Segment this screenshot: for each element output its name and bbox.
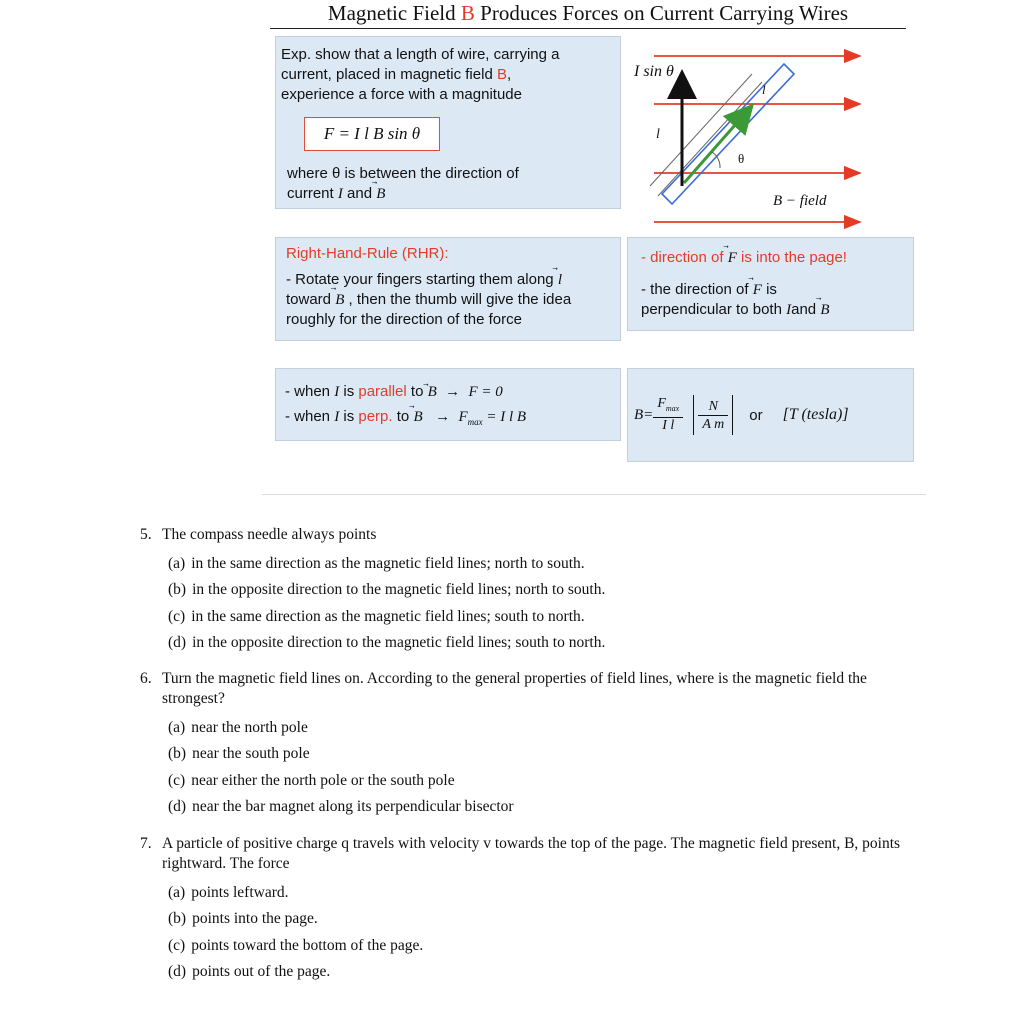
option-7b[interactable]: (b) points into the page. xyxy=(168,910,318,928)
option-7d[interactable]: (d) points out of the page. xyxy=(168,962,331,980)
wire-outline-line xyxy=(650,74,752,186)
rhr-text: Right-Hand-Rule (RHR): - Rotate your fingers starting them along l toward B , then the thumb will give the idea roughly for the direction of the force xyxy=(286,245,572,328)
option-6a[interactable]: (a) near the north pole xyxy=(168,719,308,736)
question-6: 6. Turn the magnetic field lines on. According to the general properties of field lines, where is the magnetic field the strongest? (a) near the north pole (b) near the south pole (c) near either the north pole or the south pole (d) near the bar magnet along its perpendicular bisector xyxy=(140,669,920,820)
where-text: where θ is between the direction of current I and B xyxy=(287,165,519,202)
option-6b[interactable]: (b) near the south pole xyxy=(168,745,310,763)
slide-title: Magnetic Field B Produces Forces on Current Carrying Wires xyxy=(327,1,849,25)
question-5: 5. The compass needle always points (a) in the same direction as the magnetic field lines; north to south. (b) in the opposite direction to the magnetic field lines; north to south. (c) in the same direction as the magnetic field lines; south to north. (d) in the opposite direction to the magnetic field lines; south to north. xyxy=(140,525,920,656)
force-explanation-box xyxy=(275,36,621,209)
unit-bracket: N A m xyxy=(693,395,733,435)
b-vector-symbol: B xyxy=(376,186,386,202)
parallel-perp-cases-box xyxy=(275,368,621,441)
b-definition-box xyxy=(627,368,914,462)
l-label: l xyxy=(656,127,660,142)
i-sin-theta-label: I sin θ xyxy=(634,63,674,80)
wire-field-diagram xyxy=(628,40,918,232)
option-7a[interactable]: (a) points leftward. xyxy=(168,884,289,901)
theta-label: θ xyxy=(738,151,745,166)
option-5b[interactable]: (b) in the opposite direction to the magnetic field lines; north to south. xyxy=(168,581,606,599)
option-7c[interactable]: (c) points toward the bottom of the page. xyxy=(168,936,424,954)
question-7: 7. A particle of positive charge q travels with velocity v towards the top of the page. The magnetic field present, B, points rightward. The force (a) points leftward. (b) points into the page. (c) points toward the bottom of the page. (d) points out of the page. xyxy=(140,834,920,985)
current-vector xyxy=(684,108,750,183)
option-6c[interactable]: (c) near either the north pole or the south pole xyxy=(168,771,455,789)
b-field-label: B − field xyxy=(773,193,827,209)
direction-text: - direction of F is into the page! - the direction of F is perpendicular to both Iand B xyxy=(641,249,847,318)
b-definition-formula: B= $F_{max}$ I l N A m or [T (tesla)] xyxy=(634,395,849,435)
title-underline xyxy=(270,28,906,29)
option-5c[interactable]: (c) in the same direction as the magnetic field lines; south to north. xyxy=(168,607,585,625)
wire-outline-line xyxy=(658,82,762,196)
intro-text: Exp. show that a length of wire, carrying a current, placed in magnetic field B, experience a force with a magnitude xyxy=(281,46,560,103)
cases-text: - when I is parallel to B → F = 0 - when I is perp. to B → $F_{max} = I$ l B xyxy=(285,383,527,427)
l-vector-label: l xyxy=(762,82,766,97)
right-hand-rule-box xyxy=(275,237,621,341)
force-direction-box xyxy=(627,237,914,331)
section-divider xyxy=(262,494,926,495)
option-6d[interactable]: (d) near the bar magnet along its perpendicular bisector xyxy=(168,797,514,815)
option-5d[interactable]: (d) in the opposite direction to the magnetic field lines; south to north. xyxy=(168,633,606,651)
option-5a[interactable]: (a) in the same direction as the magnetic field lines; north to south. xyxy=(168,555,585,572)
fraction-fmax-over-il: $F_{max}$ I l xyxy=(653,396,683,434)
force-formula: F = I l B sin θ xyxy=(304,117,440,151)
